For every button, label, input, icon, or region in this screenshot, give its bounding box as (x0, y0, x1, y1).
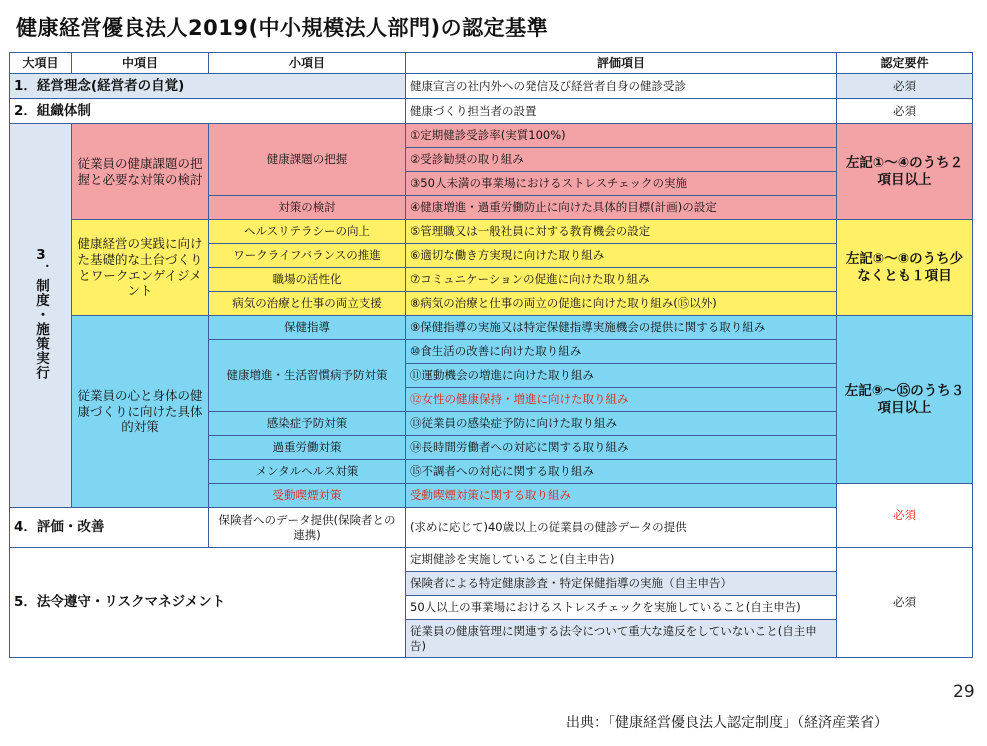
groupA-middle: 従業員の健康課題の把握と必要な対策の検討 (72, 124, 209, 220)
section5-label: 5．法令遵守・リスクマネジメント (10, 548, 406, 658)
evaluation-item-3: ③50人未満の事業場におけるストレスチェックの実施 (406, 172, 837, 196)
groupB-minor-3: 職場の活性化 (209, 268, 406, 292)
header-row (10, 53, 973, 74)
section1-row (10, 74, 973, 99)
evaluation-item-7: ⑦コミュニケーションの促進に向けた取り組み (406, 268, 837, 292)
evaluation-item-1: ①定期健診受診率(実質100%) (406, 124, 837, 148)
section2-row (10, 99, 973, 124)
evaluation-item-11: ⑪運動機会の増進に向けた取り組み (406, 364, 837, 388)
section5-row-1 (10, 548, 973, 572)
section1-evaluation: 健康宣言の社内外への発信及び経営者自身の健診受診 (406, 74, 837, 99)
evaluation-item-6: ⑥適切な働き方実現に向けた取り組み (406, 244, 837, 268)
evaluation-item-10: ⑩食生活の改善に向けた取り組み (406, 340, 837, 364)
evaluation-item-2: ②受診勧奨の取り組み (406, 148, 837, 172)
section5-item-3: 50人以上の事業場におけるストレスチェックを実施していること(自主申告) (406, 596, 837, 620)
groupC-minor-smoking: 受動喫煙対策 (209, 484, 406, 508)
section5-item-1: 定期健診を実施していること(自主申告) (406, 548, 837, 572)
groupA-minor-measures: 対策の検討 (209, 196, 406, 220)
evaluation-item-13: ⑬従業員の感染症予防に向けた取り組み (406, 412, 837, 436)
groupC-minor-mental: メンタルヘルス対策 (209, 460, 406, 484)
groupC-minor-infection: 感染症予防対策 (209, 412, 406, 436)
groupB-middle: 健康経営の実践に向けた基礎的な土台づくりとワークエンゲイジメント (72, 220, 209, 316)
header-major: 大項目 (10, 53, 72, 74)
groupA-requirement: 左記①～④のうち２項目以上 (837, 124, 973, 220)
groupA-minor-issue: 健康課題の把握 (209, 124, 406, 196)
section1-label: 1．経営理念(経営者の自覚) (10, 74, 406, 99)
section2-evaluation: 健康づくり担当者の設置 (406, 99, 837, 124)
section1-requirement: 必須 (837, 74, 973, 99)
section2-label: 2．組織体制 (10, 99, 406, 124)
source-citation: 出典：「健康経営優良法人認定制度」（経済産業省） (566, 715, 888, 731)
section3-row-9 (10, 316, 973, 340)
groupC-minor-lifestyle: 健康増進・生活習慣病予防対策 (209, 340, 406, 412)
page-number: 29 (953, 682, 975, 702)
section3-row-5 (10, 220, 973, 244)
evaluation-item-8: ⑧病気の治療と仕事の両立の促進に向けた取り組み(⑮以外) (406, 292, 837, 316)
evaluation-item-12: ⑫女性の健康保持・増進に向けた取り組み (406, 388, 837, 412)
groupB-minor-1: ヘルスリテラシーの向上 (209, 220, 406, 244)
section4-requirement: 必須 (837, 484, 973, 548)
groupC-minor-health-guidance: 保健指導 (209, 316, 406, 340)
section4-row (10, 508, 973, 548)
evaluation-item-smoking: 受動喫煙対策に関する取り組み (406, 484, 837, 508)
evaluation-item-4: ④健康増進・過重労働防止に向けた具体的目標(計画)の設定 (406, 196, 837, 220)
section4-evaluation: (求めに応じて)40歳以上の従業員の健診データの提供 (406, 508, 837, 548)
groupB-requirement: 左記⑤～⑧のうち少なくとも１項目 (837, 220, 973, 316)
groupB-minor-2: ワークライフバランスの推進 (209, 244, 406, 268)
evaluation-item-5: ⑤管理職又は一般社員に対する教育機会の設定 (406, 220, 837, 244)
header-evaluation: 評価項目 (406, 53, 837, 74)
criteria-table (9, 52, 973, 658)
section5-item-2: 保険者による特定健康診査・特定保健指導の実施（自主申告） (406, 572, 837, 596)
groupC-middle: 従業員の心と身体の健康づくりに向けた具体的対策 (72, 316, 209, 508)
groupB-minor-4: 病気の治療と仕事の両立支援 (209, 292, 406, 316)
evaluation-item-14: ⑭長時間労働者への対応に関する取り組み (406, 436, 837, 460)
section2-requirement: 必須 (837, 99, 973, 124)
page-title: 健康経営優良法人2019(中小規模法人部門)の認定基準 (16, 16, 549, 40)
evaluation-item-15: ⑮不調者への対応に関する取り組み (406, 460, 837, 484)
groupC-minor-overwork: 過重労働対策 (209, 436, 406, 460)
section4-label: 4．評価・改善 (10, 508, 209, 548)
section3-label: 3．制度・施策実行 (10, 124, 72, 508)
evaluation-item-9: ⑨保健指導の実施又は特定保健指導実施機会の提供に関する取り組み (406, 316, 837, 340)
section5-item-4: 従業員の健康管理に関連する法令について重大な違反をしていないこと(自主申告) (406, 620, 837, 658)
header-middle: 中項目 (72, 53, 209, 74)
header-requirement: 認定要件 (837, 53, 973, 74)
section5-requirement: 必須 (837, 548, 973, 658)
groupC-requirement: 左記⑨～⑮のうち３項目以上 (837, 316, 973, 484)
header-minor: 小項目 (209, 53, 406, 74)
section4-minor: 保険者へのデータ提供(保険者との連携) (209, 508, 406, 548)
section3-row-1 (10, 124, 973, 148)
